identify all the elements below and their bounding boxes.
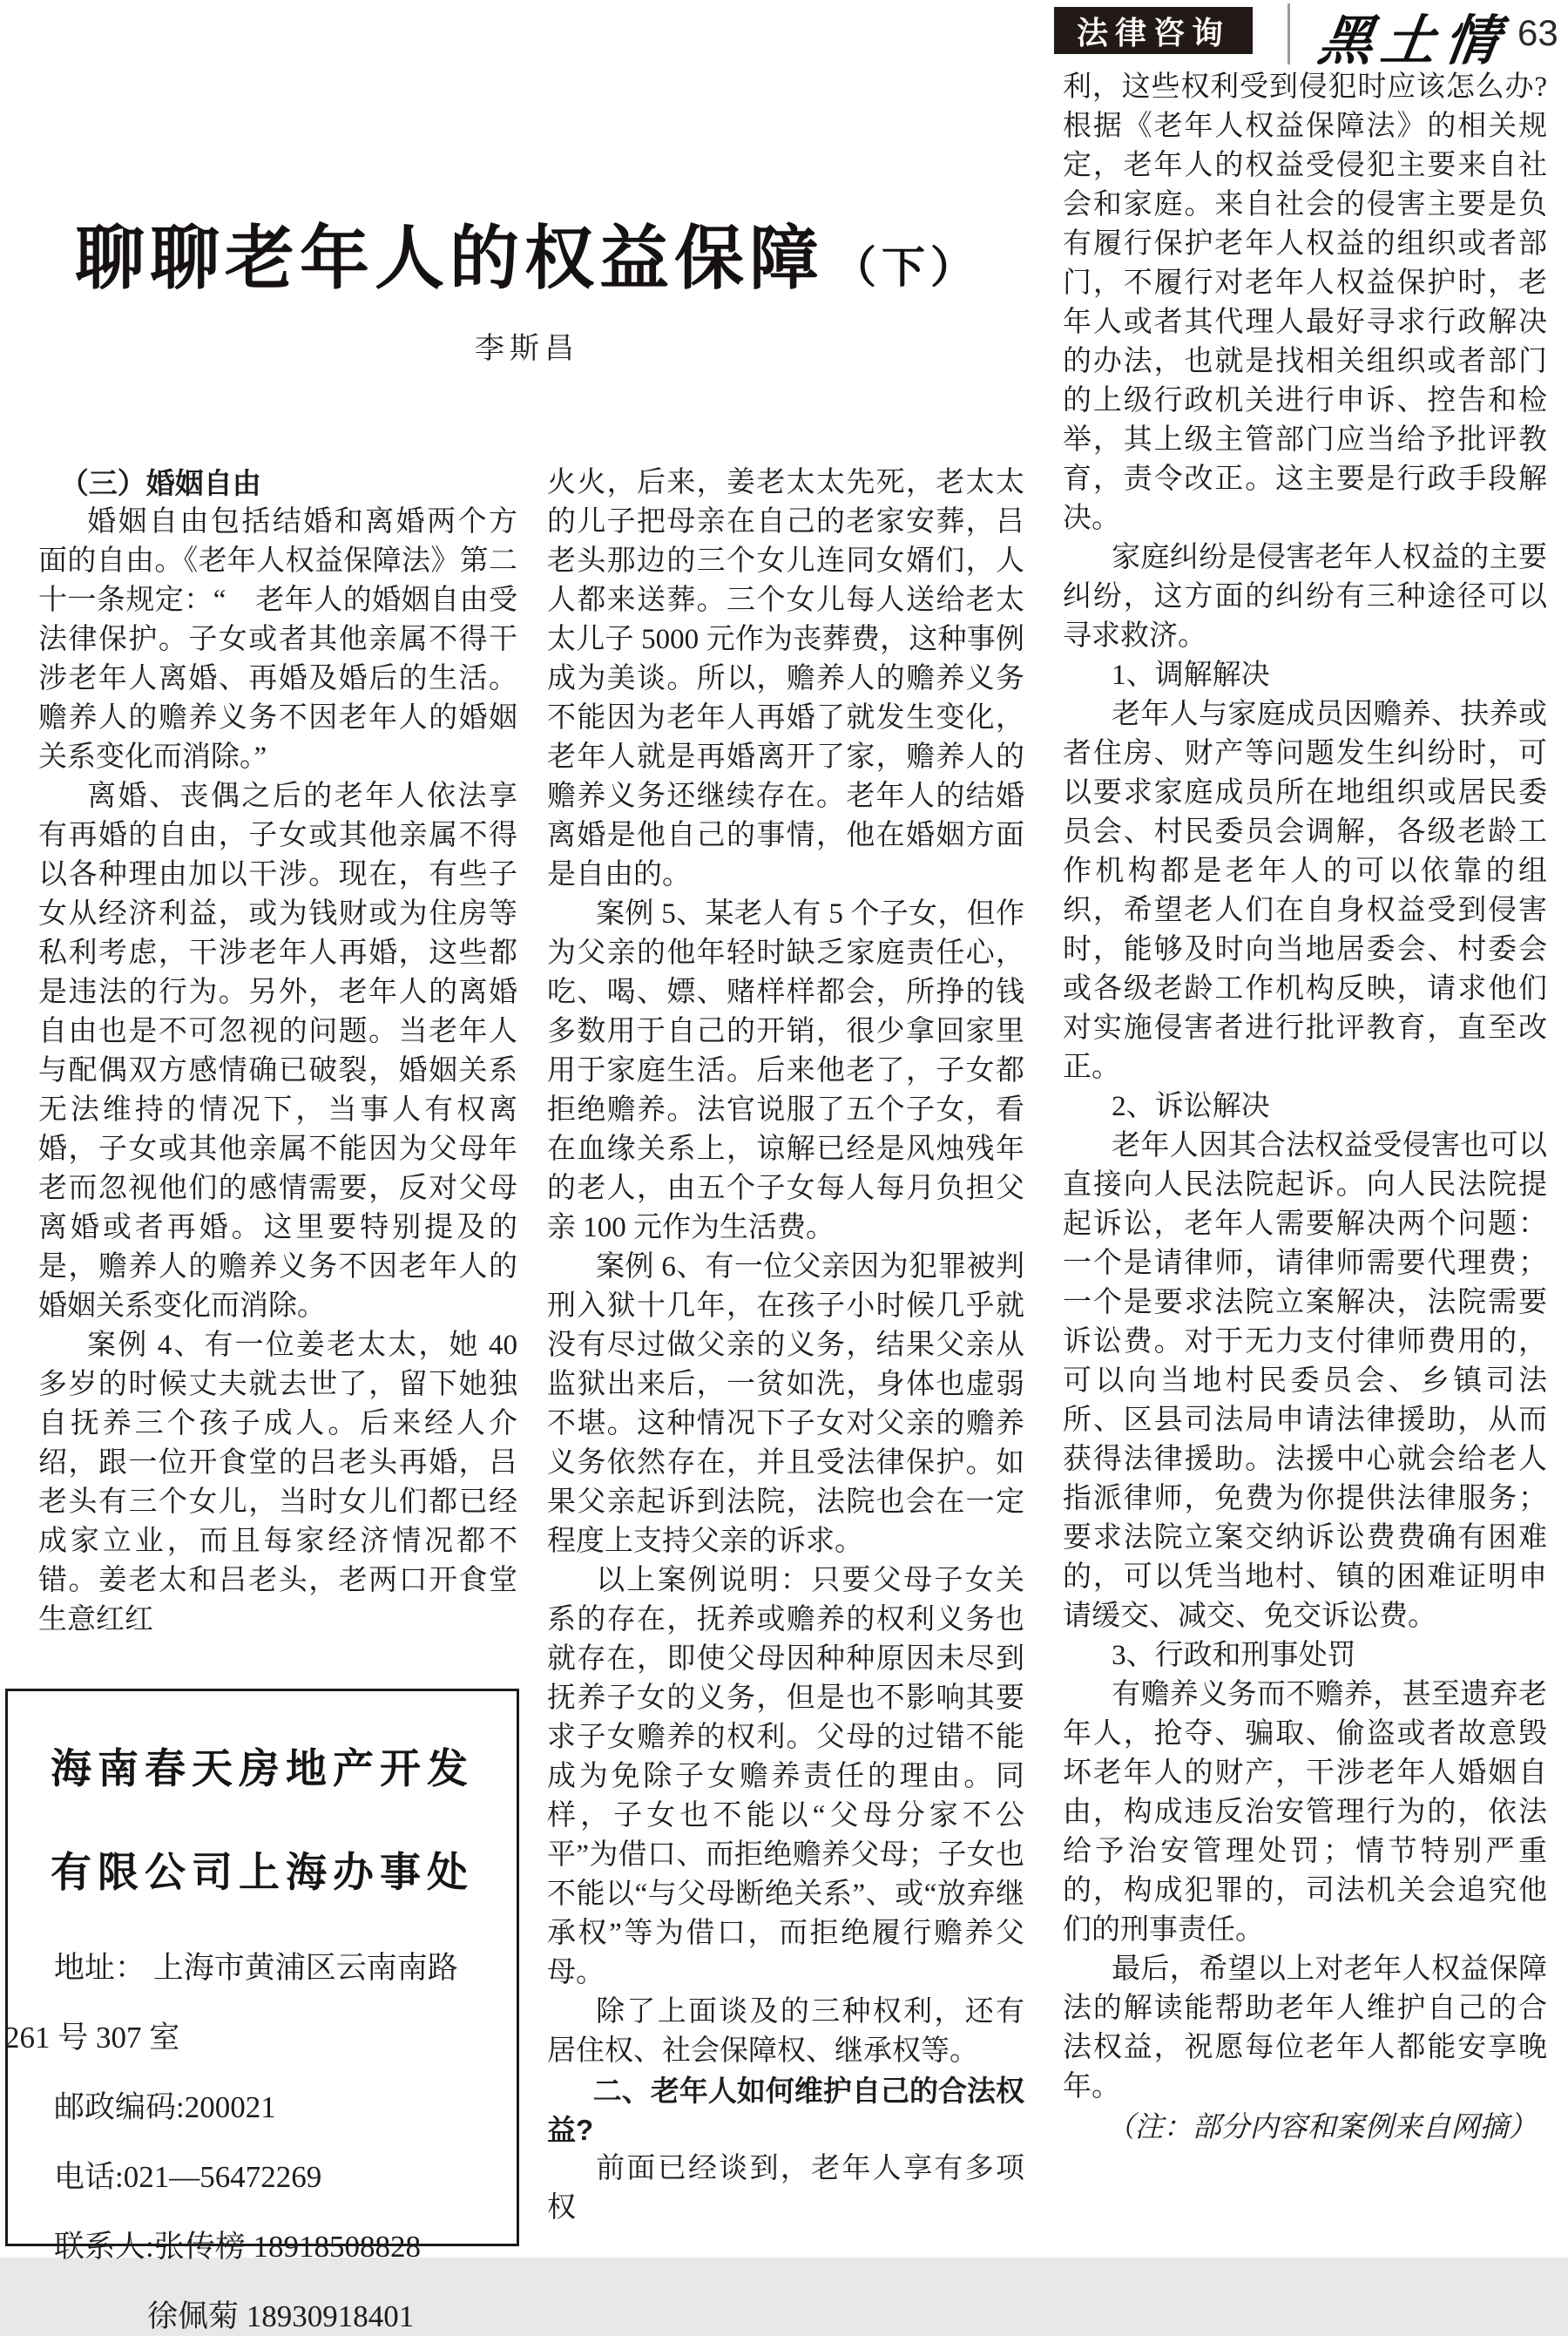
- magazine-logo: 黑土情: [1315, 8, 1512, 72]
- column-3: [1063, 68, 1547, 2250]
- page-number: 63: [1517, 12, 1558, 53]
- ad-address-line1: 地址： 上海市黄浦区云南南路: [54, 1951, 458, 1985]
- paragraph: （注：部分内容和案例来自网摘）: [1105, 2109, 1538, 2143]
- paragraph: 3、行政和刑事处罚: [1112, 1640, 1356, 1671]
- paragraph: 案例 4、有一位姜老太太，她 40 多岁的时候丈夫就去世了，留下她独自抚养三个孩子成人。后来经人介绍，跟一位开食堂的吕老头再婚，吕老头有三个女儿，当时女儿们都已经成家立业，而且每家经济情况都不错。姜老太和吕老头，老两口开食堂生意红红: [38, 1330, 517, 1635]
- sub-heading: 二、老年人如何维护自己的合法权益?: [547, 2075, 1024, 2146]
- article-title: [52, 202, 1002, 298]
- paragraph: 2、诉讼解决: [1112, 1091, 1270, 1122]
- paragraph: 案例 5、某老人有 5 个子女，但作为父亲的他年轻时缺乏家庭责任心，吃、喝、嫖、赌样样都会，所挣的钱多数用于自己的开销，很少拿回家里用于家庭生活。后来他老了，子女都拒绝赡养。法官说服了五个子女，看在血缘关系上，谅解已经是风烛残年的老人，由五个子女每人每月负担父亲 100 元作为生活费。: [547, 898, 1024, 1243]
- paragraph: 有赡养义务而不赡养，甚至遗弃老年人，抢夺、骗取、偷盗或者故意毁坏老年人的财产，干涉老年人婚姻自由，构成违反治安管理行为的，依法给予治安管理处罚；情节特别严重的，构成犯罪的，司法机关会追究他们的刑事责任。: [1063, 1679, 1547, 1946]
- ad-contact-1: 联系人:张传榜 18918508828: [54, 2230, 421, 2264]
- paragraph: 婚姻自由包括结婚和离婚两个方面的自由。《老年人权益保障法》第二十一条规定：“ 老年人的婚姻自由受法律保护。子女或者其他亲属不得干涉老年人离婚、再婚及婚后的生活。赡养人的赡养义务不因老年人的婚姻关系变化而消除。”: [38, 506, 517, 773]
- paragraph: 家庭纠纷是侵害老年人权益的主要纠纷，这方面的纠纷有三种途径可以寻求救济。: [1063, 542, 1547, 652]
- paragraph: 老年人因其合法权益受侵害也可以直接向人民法院起诉。向人民法院提起诉讼，老年人需要解决两个问题：一个是请律师，请律师需要代理费；一个是要求法院立案解决，法院需要诉讼费。对于无力支付律师费用的，可以向当地村民委员会、乡镇司法所、区县司法局申请法律援助，从而获得法律援助。法援中心就会给老人指派律师，免费为你提供法律服务；要求法院立案交纳诉讼费费确有困难的，可以凭当地村、镇的困难证明申请缓交、减交、免交诉讼费。: [1063, 1130, 1547, 1632]
- ad-contact-2: 徐佩菊 18930918401: [147, 2299, 415, 2333]
- paragraph: 火火，后来，姜老太太先死，老太太的儿子把母亲在自己的老家安葬，吕老头那边的三个女儿连同女婿们，人人都来送葬。三个女儿每人送给老太太儿子 5000 元作为丧葬费，这种事例成为美谈。所以，赡养人的赡养义务不能因为老年人再婚了就发生变化，老年人就是再婚离开了家，赡养人的赡养义务还继续存在。老年人的结婚离婚是他自己的事情，他在婚姻方面是自由的。: [547, 467, 1024, 890]
- paragraph: 最后，希望以上对老年人权益保障法的解读能帮助老年人维护自己的合法权益，祝愿每位老年人都能安享晚年。: [1063, 1953, 1547, 2102]
- paragraph: 前面已经谈到，老年人享有多项权: [547, 2153, 1024, 2224]
- ad-postcode: 邮政编码:200021: [54, 2090, 276, 2124]
- paragraph: 以上案例说明：只要父母子女关系的存在，抚养或赡养的权利义务也就存在，即使父母因种种原因未尽到抚养子女的义务，但是也不影响其要求子女赡养的权利。父母的过错不能成为免除子女赡养责任的理由。同样，子女也不能以“父母分家不公平”为借口、而拒绝赡养父母；子女也不能以“与父母断绝关系”、或“放弃继承权”等为借口，而拒绝履行赡养父母。: [547, 1565, 1024, 1988]
- paragraph: 除了上面谈及的三种权利，还有居住权、社会保障权、继承权等。: [547, 1996, 1024, 2067]
- section-label-box: [1054, 7, 1253, 54]
- sub-heading: （三）婚姻自由: [59, 467, 261, 499]
- column-1: [38, 464, 517, 1671]
- column-2: [547, 464, 1024, 2250]
- section-label: 法律咨询: [1076, 14, 1230, 51]
- header-divider: [1288, 3, 1290, 64]
- ad-company-name-line2: 有限公司上海办事处: [51, 1851, 474, 1896]
- ad-company-name-line1: 海南春天房地产开发: [51, 1747, 474, 1792]
- paragraph: 利，这些权利受到侵犯时应该怎么办?根据《老年人权益保障法》的相关规定，老年人的权益受侵犯主要来自社会和家庭。来自社会的侵害主要是负有履行保护老年人权益的组织或者部门，不履行对老年人权益保护时，老年人或者其代理人最好寻求行政解决的办法，也就是找相关组织或者部门的上级行政机关进行申诉、控告和检举，其上级主管部门应当给予批评教育，责令改正。这主要是行政手段解决。: [1063, 71, 1547, 534]
- paragraph: 1、调解解决: [1112, 660, 1270, 691]
- ad-box: [4, 1689, 519, 2333]
- article-title-text: 聊聊老年人的权益保障: [75, 220, 824, 297]
- paragraph: 老年人与家庭成员因赡养、扶养或者住房、财产等问题发生纠纷时，可以要求家庭成员所在地组织或居民委员会、村民委员会调解，各级老龄工作机构都是老年人的可以依靠的组织，希望老人们在自身权益受到侵害时，能够及时向当地居委会、村委会或各级老龄工作机构反映，请求他们对实施侵害者进行批评教育，直至改正。: [1063, 699, 1547, 1083]
- ad-address-line2: 261 号 307 室: [4, 2021, 180, 2055]
- paragraph: 离婚、丧偶之后的老年人依法享有再婚的自由，子女或其他亲属不得以各种理由加以干涉。现在，有些子女从经济利益，或为钱财或为住房等私利考虑，干涉老年人再婚，这些都是违法的行为。另外，老年人的离婚自由也是不可忽视的问题。当老年人与配偶双方感情确已破裂，婚姻关系无法维持的情况下，当事人有权离婚，子女或其他亲属不能因为父母年老而忽视他们的感情需要，反对父母离婚或者再婚。这里要特别提及的是，赡养人的赡养义务不因老年人的婚姻关系变化而消除。: [38, 781, 517, 1322]
- article-title-suffix: （下）: [833, 243, 979, 292]
- ad-phone: 电话:021—56472269: [54, 2160, 322, 2194]
- article-author: 李斯昌: [475, 333, 579, 365]
- paragraph: 案例 6、有一位父亲因为犯罪被判刑入狱十几年，在孩子小时候几乎就没有尽过做父亲的义务，结果父亲从监狱出来后，一贫如洗，身体也虚弱不堪。这种情况下子女对父亲的赡养义务依然存在，并且受法律保护。如果父亲起诉到法院，法院也会在一定程度上支持父亲的诉求。: [547, 1251, 1024, 1557]
